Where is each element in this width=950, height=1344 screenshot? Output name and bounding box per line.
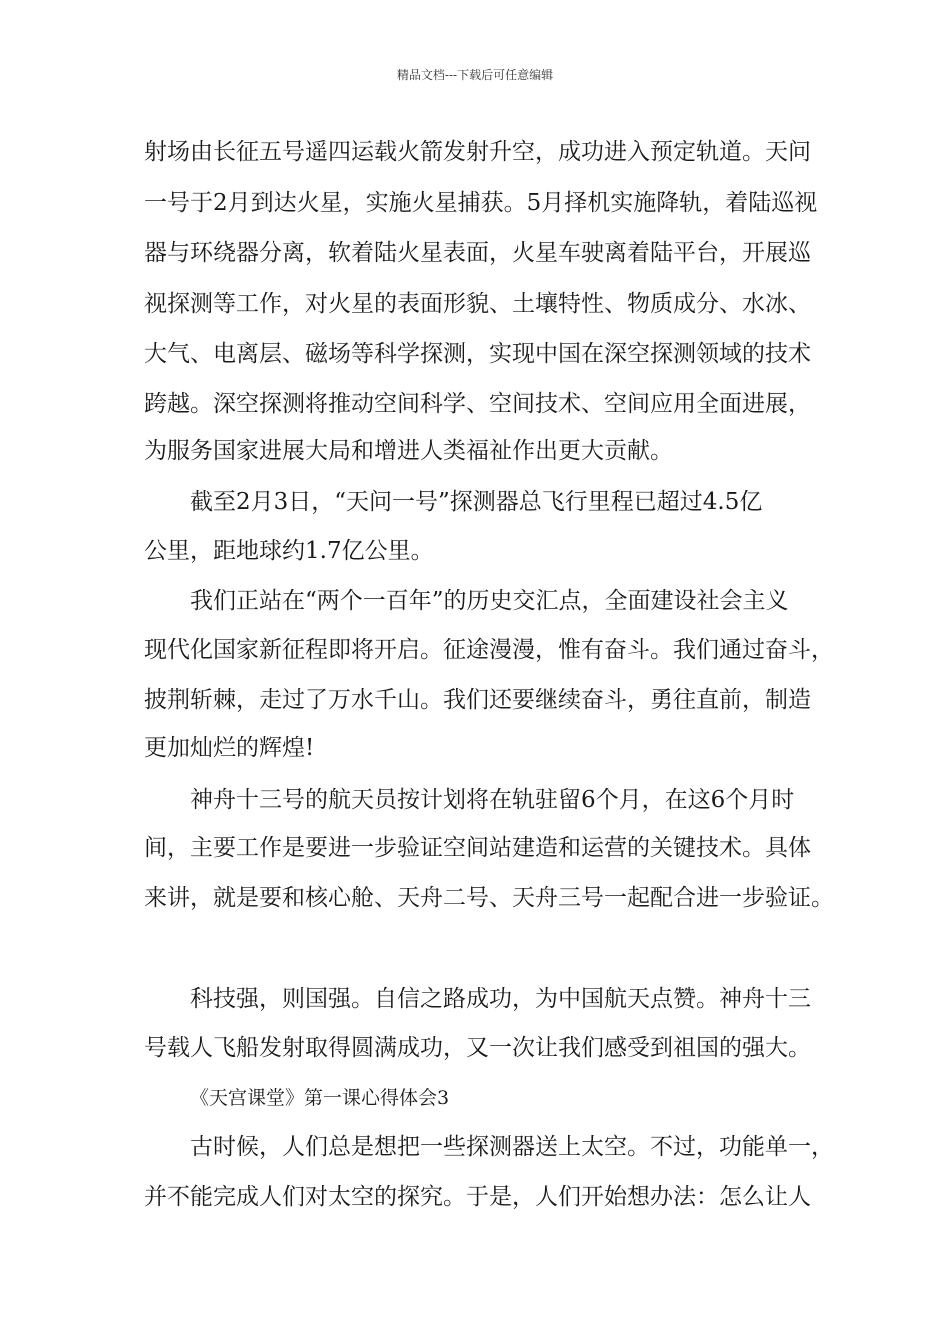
- paragraph-start-line: 截至2月3日，“天问一号”探测器总飞行里程已超过4.5亿: [190, 489, 763, 515]
- paragraph-start-line: 神舟十三号的航天员按计划将在轨驻留6个月，在这6个月时: [190, 787, 795, 813]
- text-line: 视探测等工作，对火星的表面形貌、土壤特性、物质成分、水冰、: [144, 291, 811, 317]
- text-line: 现代化国家新征程即将开启。征途漫漫，惟有奋斗。我们通过奋斗，: [144, 637, 834, 663]
- text-line: 号载人飞船发射取得圆满成功，又一次让我们感受到祖国的强大。: [144, 1035, 811, 1061]
- paragraph-start-line: 科技强，则国强。自信之路成功，为中国航天点赞。神舟十三: [190, 986, 811, 1012]
- text-line: 射场由长征五号遥四运载火箭发射升空，成功进入预定轨道。天问: [144, 139, 811, 165]
- page-header: 精品文档---下载后可任意编辑: [396, 68, 554, 82]
- text-line: 跨越。深空探测将推动空间科学、空间技术、空间应用全面进展，: [144, 391, 811, 417]
- text-line: 器与环绕器分离，软着陆火星表面，火星车驶离着陆平台，开展巡: [144, 240, 811, 266]
- text-line: 更加灿烂的辉煌!: [144, 735, 315, 761]
- text-line: 并不能完成人们对太空的探究。于是，人们开始想办法：怎么让人: [144, 1184, 811, 1210]
- paragraph-start-line: 我们正站在“两个一百年”的历史交汇点，全面建设社会主义: [190, 588, 789, 614]
- text-line: 为服务国家进展大局和增进人类福祉作出更大贡献。: [144, 438, 673, 464]
- text-line: 一号于2月到达火星，实施火星捕获。5月择机实施降轨，着陆巡视: [144, 190, 818, 216]
- text-line: 公里，距地球约1.7亿公里。: [144, 538, 434, 564]
- section-heading: 《天宫课堂》第一课心得体会3: [190, 1087, 450, 1109]
- text-line: 大气、电离层、磁场等科学探测，实现中国在深空探测领域的技术: [144, 341, 811, 367]
- text-line: 来讲，就是要和核心舱、天舟二号、天舟三号一起配合进一步验证。: [144, 885, 834, 911]
- text-line: 间，主要工作是要进一步验证空间站建造和运营的关键技术。具体: [144, 835, 811, 861]
- paragraph-start-line: 古时候，人们总是想把一些探测器送上太空。不过，功能单一，: [190, 1134, 834, 1160]
- text-line: 披荆斩棘，走过了万水千山。我们还要继续奋斗，勇往直前，制造: [144, 687, 811, 713]
